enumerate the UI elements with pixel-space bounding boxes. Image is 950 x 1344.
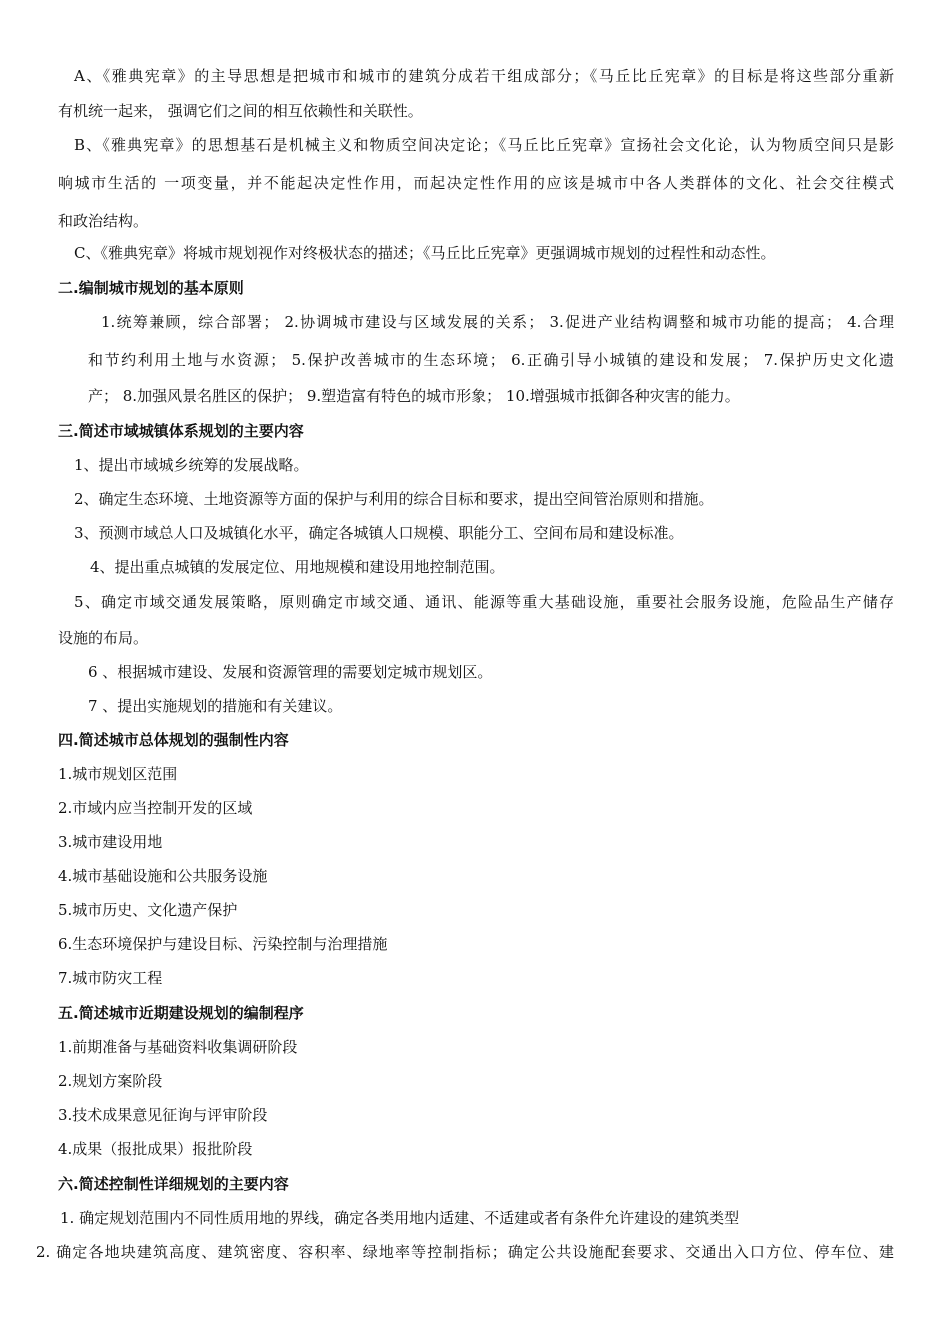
section-5-item: 4.成果（报批成果）报批阶段: [58, 1140, 253, 1158]
section-6-item-2: 2. 确定各地块建筑高度、建筑密度、容积率、绿地率等控制指标；确定公共设施配套要求、交通出入口方位、停车位、建: [36, 1243, 894, 1261]
section-2-line-3: 产； 8.加强风景名胜区的保护； 9.塑造富有特色的城市形象； 10.增强城市抵御各种灾害的能力。: [88, 387, 740, 405]
section-3-item-3: 3、预测市域总人口及城镇化水平，确定各城镇人口规模、职能分工、空间布局和建设标准。: [74, 524, 684, 542]
section-4-heading: 四.简述城市总体规划的强制性内容: [58, 731, 289, 749]
section-4-item: 6.生态环境保护与建设目标、污染控制与治理措施: [58, 935, 388, 953]
section-3-item-4: 4、提出重点城镇的发展定位、用地规模和建设用地控制范围。: [90, 558, 505, 576]
paragraph-b-line-1: B、《雅典宪章》的思想基石是机械主义和物质空间决定论；《马丘比丘宪章》宣扬社会文化论，认为物质空间只是影: [74, 136, 894, 154]
section-2-line-1: 1.统筹兼顾，综合部署； 2.协调城市建设与区域发展的关系； 3.促进产业结构调整和城市功能的提高； 4.合理: [101, 313, 894, 331]
section-4-item: 5.城市历史、文化遗产保护: [58, 901, 238, 919]
section-3-item-7: 7 、提出实施规划的措施和有关建议。: [88, 697, 343, 715]
paragraph-a-line-1: A、《雅典宪章》的主导思想是把城市和城市的建筑分成若干组成部分；《马丘比丘宪章》的目标是将这些部分重新: [74, 67, 894, 85]
section-4-item: 2.市域内应当控制开发的区域: [58, 799, 253, 817]
section-6-heading: 六.简述控制性详细规划的主要内容: [58, 1175, 289, 1193]
section-4-item: 4.城市基础设施和公共服务设施: [58, 867, 268, 885]
section-3-item-6: 6 、根据城市建设、发展和资源管理的需要划定城市规划区。: [88, 663, 493, 681]
section-5-item: 1.前期准备与基础资料收集调研阶段: [58, 1038, 298, 1056]
section-3-item-2: 2、确定生态环境、土地资源等方面的保护与利用的综合目标和要求，提出空间管治原则和措施。: [74, 490, 714, 508]
paragraph-c-line-1: C、《雅典宪章》将城市规划视作对终极状态的描述；《马丘比丘宪章》更强调城市规划的过程性和动态性。: [74, 244, 776, 262]
section-5-heading: 五.简述城市近期建设规划的编制程序: [58, 1004, 304, 1022]
section-3-heading: 三.简述市域城镇体系规划的主要内容: [58, 422, 304, 440]
section-2-line-2: 和节约利用土地与水资源； 5.保护改善城市的生态环境； 6.正确引导小城镇的建设和发展； 7.保护历史文化遗: [88, 351, 894, 369]
section-3-item-5-line-1: 5、确定市域交通发展策略，原则确定市域交通、通讯、能源等重大基础设施，重要社会服务设施，危险品生产储存: [74, 593, 894, 611]
section-3-item-1: 1、提出市域城乡统筹的发展战略。: [74, 456, 309, 474]
section-4-item: 1.城市规划区范围: [58, 765, 178, 783]
paragraph-b-line-2: 响城市生活的 一项变量，并不能起决定性作用，而起决定性作用的应该是城市中各人类群体的文化、社会交往模式: [58, 174, 894, 192]
section-6-item-1: 1. 确定规划范围内不同性质用地的界线，确定各类用地内适建、不适建或者有条件允许建设的建筑类型: [60, 1209, 740, 1227]
section-2-heading: 二.编制城市规划的基本原则: [58, 279, 244, 297]
section-5-item: 3.技术成果意见征询与评审阶段: [58, 1106, 268, 1124]
paragraph-a-line-2: 有机统一起来， 强调它们之间的相互依赖性和关联性。: [58, 102, 423, 120]
section-4-item: 3.城市建设用地: [58, 833, 163, 851]
section-5-item: 2.规划方案阶段: [58, 1072, 163, 1090]
section-4-item: 7.城市防灾工程: [58, 969, 163, 987]
section-3-item-5-line-2: 设施的布局。: [58, 629, 149, 647]
paragraph-b-line-3: 和政治结构。: [58, 212, 149, 230]
